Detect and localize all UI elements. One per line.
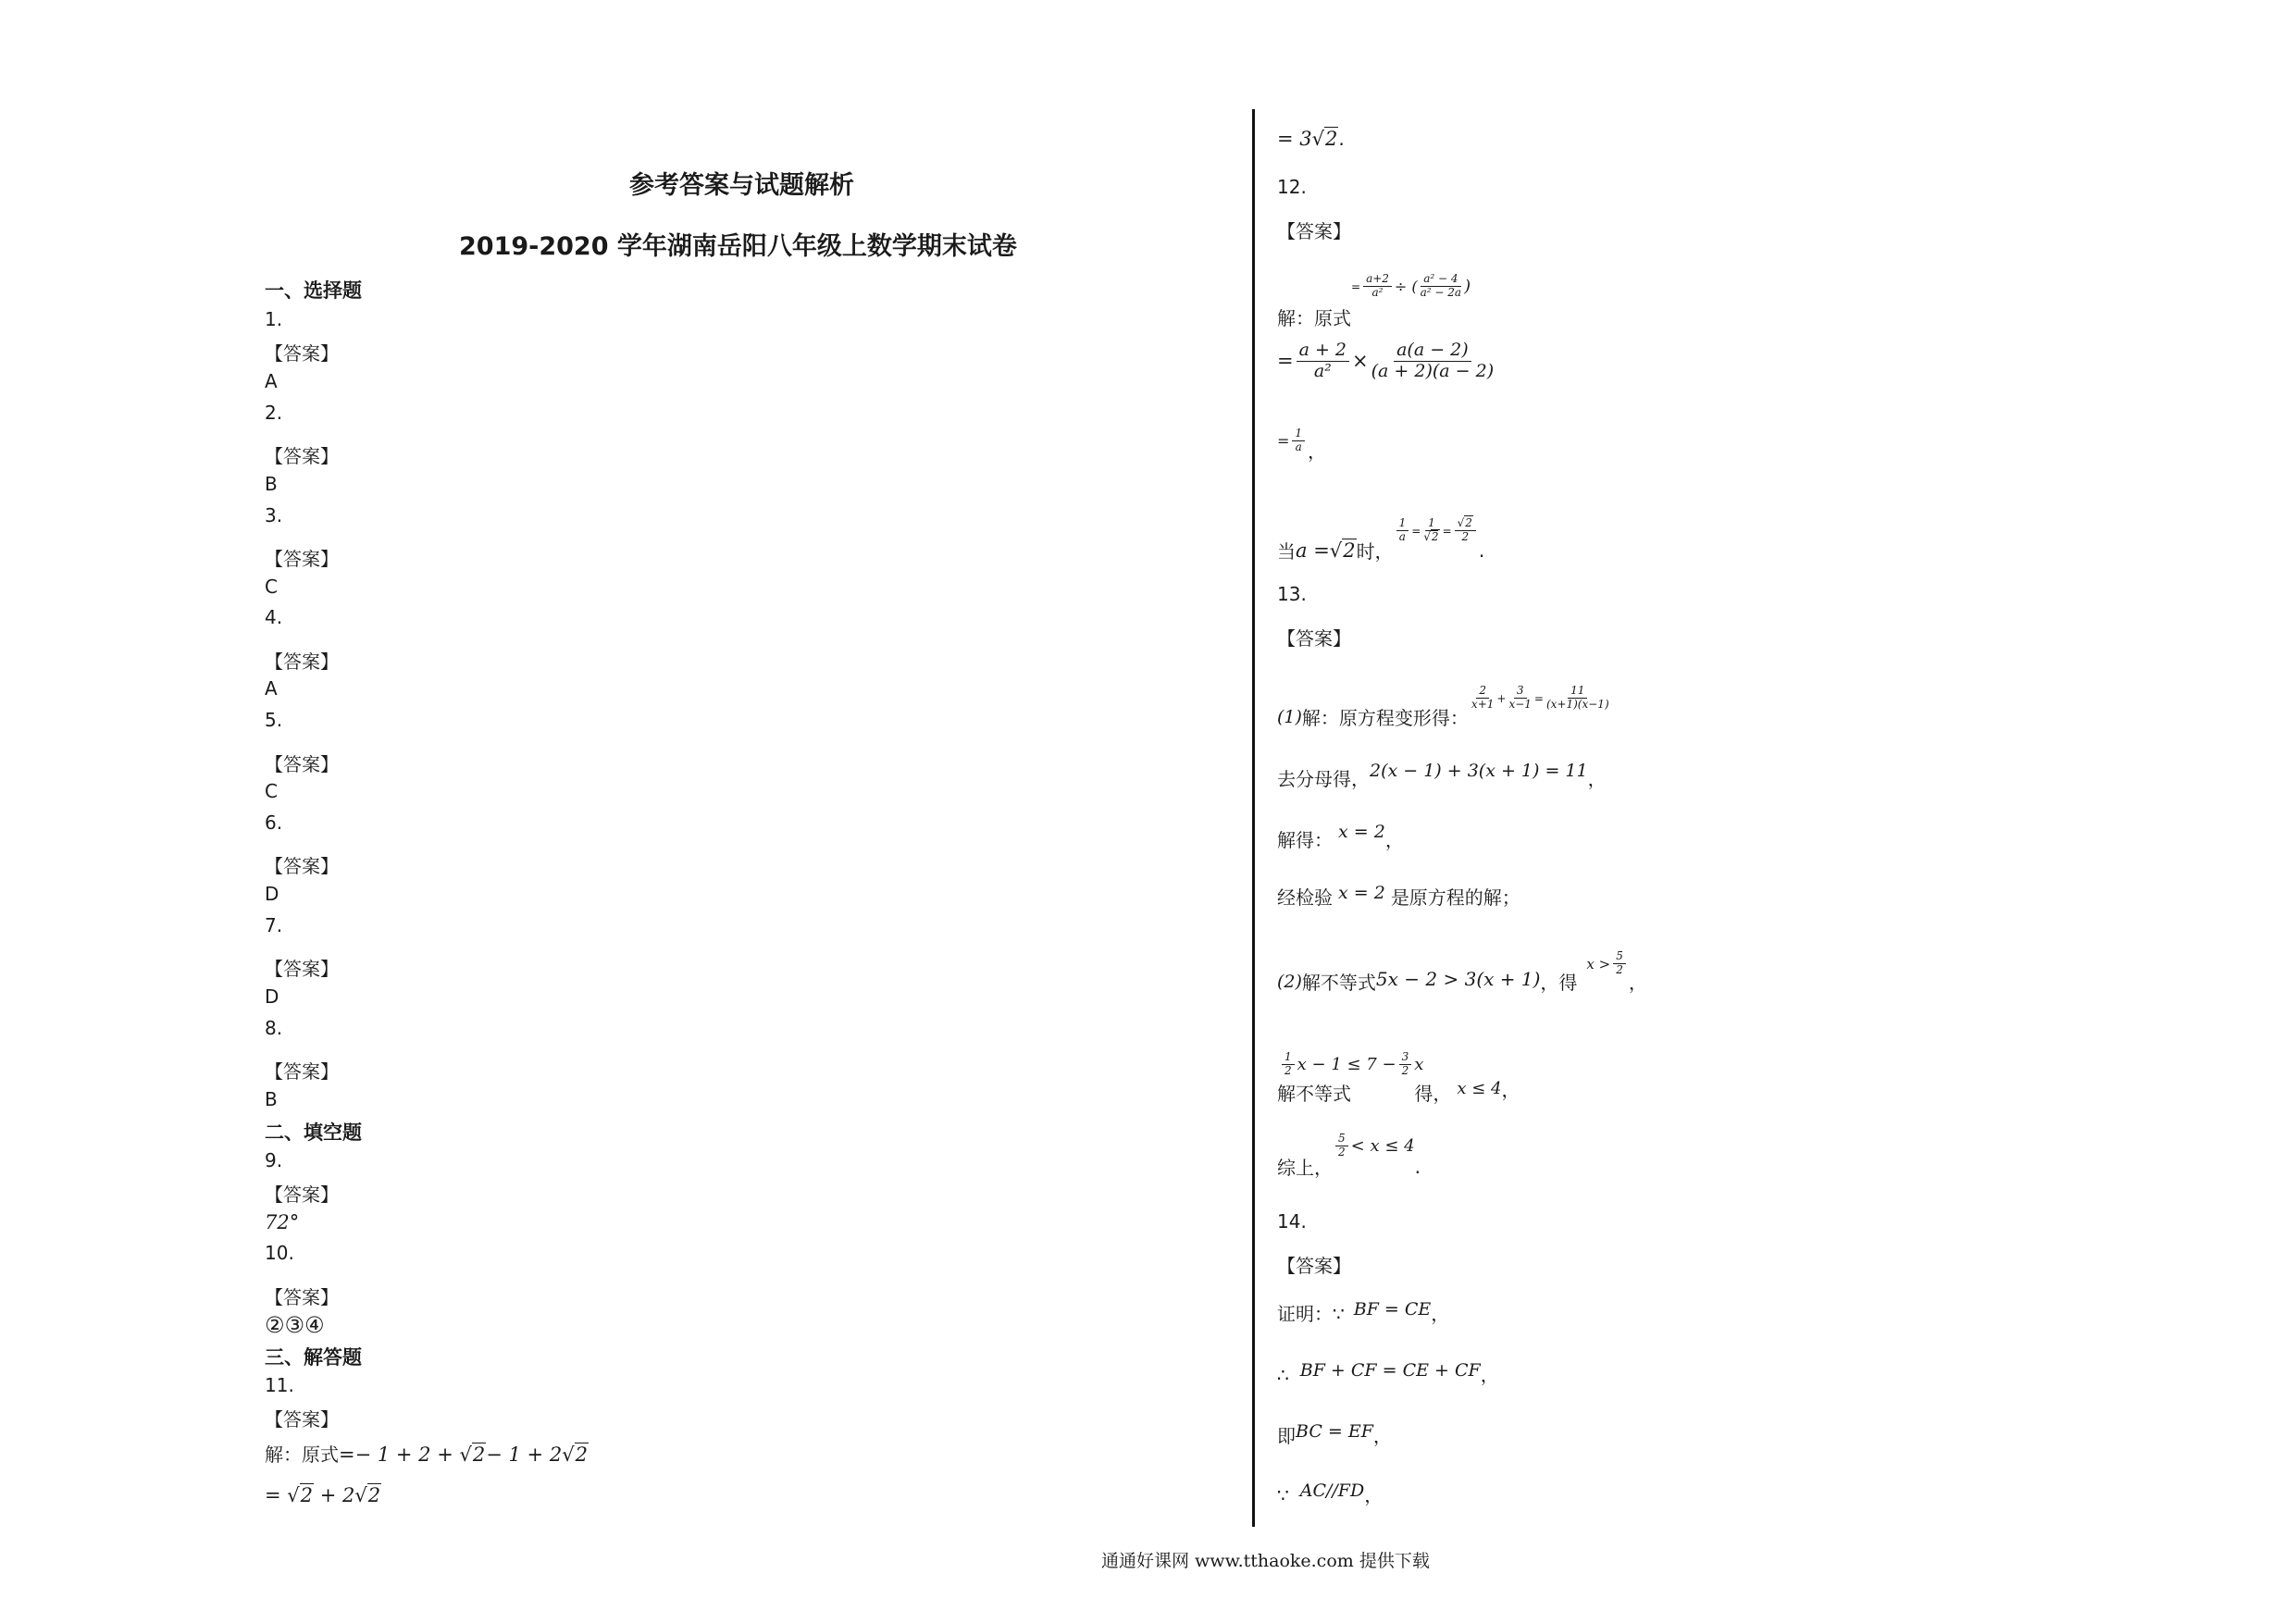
- section-choice: 一、选择题: [265, 279, 362, 302]
- fraction: $\frac{1}{2}$: [1282, 1051, 1295, 1078]
- eq: =: [1277, 432, 1290, 450]
- fraction: $\frac{5}{2}$: [1335, 1133, 1348, 1159]
- times-op: ×: [1352, 350, 1369, 373]
- q4-number: 4.: [265, 606, 283, 628]
- comma: ，: [1501, 1079, 1520, 1101]
- page-title: 参考答案与试题解析: [629, 171, 854, 200]
- q9-answer: 72°: [265, 1211, 300, 1233]
- when-suffix: 时，: [1356, 540, 1394, 563]
- fraction: $\frac{1}{a}$: [1396, 517, 1409, 544]
- q13-part2: [1277, 946, 1647, 995]
- sqrt-2: √2: [354, 1484, 381, 1506]
- fraction: $\frac{5}{2}$: [1613, 950, 1626, 977]
- line-text: 去分母得，: [1277, 768, 1370, 790]
- line-text: 即: [1277, 1425, 1296, 1447]
- line-text: 解得：: [1277, 829, 1333, 851]
- comma: ，: [1372, 1425, 1392, 1447]
- q2-answer: B: [265, 473, 278, 495]
- sqrt-2: √2: [1311, 128, 1338, 150]
- part1-text: 解：原方程变形得：: [1301, 707, 1469, 729]
- q5-answer: C: [265, 780, 278, 802]
- part3-res: x ≤ 4: [1457, 1079, 1502, 1098]
- q11-line1-prefix: 解：原式: [265, 1443, 339, 1466]
- comma: ，: [1308, 440, 1327, 463]
- when-label: 当: [1277, 540, 1296, 563]
- eq: =: [1442, 524, 1452, 538]
- eq: =: [1277, 350, 1294, 373]
- q13-part3: [1277, 1027, 1520, 1106]
- q11-line2: [265, 1484, 381, 1506]
- q5-number: 5.: [265, 709, 283, 731]
- comma: ，: [1384, 829, 1404, 851]
- q11-line3: = 3√2.: [1277, 128, 1345, 150]
- q11-line1-rest: − 1 + 2: [486, 1443, 563, 1466]
- part2-expr: 5x − 2 > 3(x + 1): [1375, 967, 1541, 990]
- exam-title: 2019-2020 学年湖南岳阳八年级上数学期末试卷: [459, 232, 1017, 261]
- q12-line2: [1277, 341, 1496, 382]
- q14-number: 14.: [1277, 1210, 1307, 1233]
- fraction: $\frac{\text{a² − 4}}{\text{a² − 2a}}$: [1420, 272, 1462, 299]
- q4-answer-label: 【答案】: [265, 650, 339, 673]
- q13-line4: [1277, 877, 1520, 909]
- q2-answer-label: 【答案】: [265, 445, 339, 467]
- line-expr: 2(x − 1) + 3(x + 1) = 11: [1370, 761, 1588, 781]
- because-symbol: ∵: [1277, 1484, 1289, 1506]
- q13-line3: [1277, 816, 1404, 851]
- fraction: $\frac{3}{x-1}$: [1508, 684, 1532, 711]
- line-text: 经检验: [1277, 886, 1333, 909]
- fraction: $\frac{3}{2}$: [1399, 1051, 1412, 1078]
- part1-tag: (1): [1277, 706, 1302, 727]
- q6-answer-label: 【答案】: [265, 855, 339, 877]
- fraction: $\frac{a + 2}{\text{a²}}$: [1297, 341, 1349, 382]
- line-expr: BC = EF: [1296, 1421, 1373, 1442]
- line-expr: x = 2: [1338, 822, 1385, 842]
- q6-number: 6.: [265, 812, 283, 834]
- q12-line4: [1277, 511, 1484, 564]
- q13-part1: [1277, 672, 1612, 730]
- q12-prefix: 解：原式: [1277, 307, 1351, 329]
- fraction: $\frac{11}{(x+1)(x-1)}$: [1545, 684, 1609, 711]
- q5-answer-label: 【答案】: [265, 753, 339, 775]
- sqrt-2: √2: [287, 1484, 314, 1506]
- part2-de: ，得: [1540, 972, 1578, 994]
- eq: =: [1411, 524, 1421, 538]
- q7-answer-label: 【答案】: [265, 958, 339, 980]
- eq: =: [1533, 691, 1544, 705]
- q1-answer-label: 【答案】: [265, 342, 339, 365]
- result: x >: [1586, 955, 1611, 973]
- part2-text: 解不等式: [1301, 972, 1376, 994]
- q9-answer-label: 【答案】: [265, 1183, 339, 1206]
- q14-line3: [1277, 1416, 1392, 1447]
- q10-answer-label: 【答案】: [265, 1286, 339, 1308]
- q8-answer: B: [265, 1088, 278, 1110]
- q14-answer-label: 【答案】: [1277, 1255, 1351, 1277]
- q3-number: 3.: [265, 504, 283, 527]
- part4-expr: < x ≤ 4: [1350, 1136, 1415, 1156]
- q13-part4: [1277, 1121, 1421, 1180]
- q13-line2: [1277, 755, 1607, 790]
- q1-answer: A: [265, 370, 278, 392]
- part3-de: 得，: [1414, 1083, 1452, 1105]
- q8-answer-label: 【答案】: [265, 1060, 339, 1083]
- plus: +: [1496, 691, 1507, 705]
- period: .: [1414, 1155, 1421, 1178]
- q10-answer: ②③④: [265, 1312, 325, 1338]
- because-symbol: ∵: [1333, 1303, 1345, 1325]
- comma: ，: [1431, 1303, 1450, 1325]
- comma: ，: [1628, 972, 1647, 994]
- line-text: 证明：: [1277, 1303, 1333, 1325]
- fraction: $\frac{2}{x+1}$: [1471, 684, 1495, 711]
- column-divider: [1252, 109, 1255, 1527]
- q9-number: 9.: [265, 1149, 283, 1171]
- therefore-symbol: ∴: [1277, 1364, 1289, 1386]
- q11-line1-expr: =− 1 + 2 +: [339, 1443, 460, 1466]
- q6-answer: D: [265, 883, 279, 905]
- q8-number: 8.: [265, 1017, 283, 1039]
- line-expr: BF = CE: [1353, 1299, 1432, 1319]
- part3-text: 解不等式: [1277, 1083, 1351, 1105]
- q7-number: 7.: [265, 914, 283, 936]
- q14-line1: [1277, 1294, 1450, 1325]
- period: .: [1478, 539, 1485, 562]
- q14-line2: [1277, 1355, 1499, 1386]
- q7-answer: D: [265, 985, 279, 1008]
- q10-number: 10.: [265, 1242, 294, 1264]
- q12-eq: =: [1351, 279, 1361, 293]
- fraction: $\frac{1}{√2}$: [1423, 516, 1439, 543]
- q14-line4: [1277, 1475, 1384, 1506]
- fraction: $\frac{a+2}{\text{a²}}$: [1363, 273, 1392, 300]
- q13-number: 13.: [1277, 583, 1307, 605]
- sqrt-2: √2: [562, 1443, 588, 1466]
- line-expr: BF + CF = CE + CF: [1299, 1360, 1481, 1381]
- q12-line3: [1277, 418, 1326, 464]
- q11-line2-mid: + 2: [314, 1484, 355, 1506]
- fraction: $\frac{1}{a}$: [1292, 427, 1305, 454]
- q13-answer-label: 【答案】: [1277, 627, 1351, 650]
- line-expr: AC//FD: [1299, 1481, 1365, 1501]
- q3-answer: C: [265, 576, 278, 598]
- line-expr: x = 2: [1338, 883, 1385, 903]
- q12-line1: [1277, 270, 1471, 330]
- q11-answer-label: 【答案】: [265, 1408, 339, 1431]
- part2-tag: (2): [1277, 971, 1302, 992]
- part4-text: 综上，: [1277, 1157, 1333, 1179]
- part3-x: x: [1414, 1055, 1424, 1074]
- q12-answer-label: 【答案】: [1277, 220, 1351, 242]
- section-fill: 二、填空题: [265, 1121, 362, 1144]
- q3-answer-label: 【答案】: [265, 548, 339, 570]
- q2-number: 2.: [265, 402, 283, 424]
- fraction: $\frac{√2}{2}$: [1455, 517, 1476, 544]
- close-paren: ): [1464, 277, 1471, 296]
- sqrt-2: √2: [459, 1443, 486, 1466]
- q4-answer: A: [265, 677, 278, 700]
- fraction: $\frac{a(a - 2)}{(a + 2)(a - 2)}$: [1371, 340, 1495, 381]
- q11-line1: [265, 1440, 589, 1467]
- page-footer: 通通好课网 www.tthaoke.com 提供下载: [1101, 1551, 1430, 1571]
- q11-line2-eq: =: [265, 1484, 288, 1506]
- q12-number: 12.: [1277, 176, 1307, 198]
- sqrt-2: √2: [1329, 539, 1356, 562]
- section-solve: 三、解答题: [265, 1346, 362, 1369]
- comma: ，: [1364, 1484, 1384, 1506]
- a-eq: a =: [1296, 539, 1330, 562]
- q11-number: 11.: [265, 1374, 294, 1396]
- comma: ，: [1480, 1364, 1499, 1386]
- divide-op: ÷ (: [1394, 278, 1418, 295]
- top-eq: = 3: [1277, 128, 1312, 150]
- part3-mid: x − 1 ≤ 7 −: [1297, 1055, 1396, 1074]
- line-tail: 是原方程的解；: [1390, 886, 1520, 909]
- q1-number: 1.: [265, 308, 283, 330]
- comma: ，: [1587, 768, 1607, 790]
